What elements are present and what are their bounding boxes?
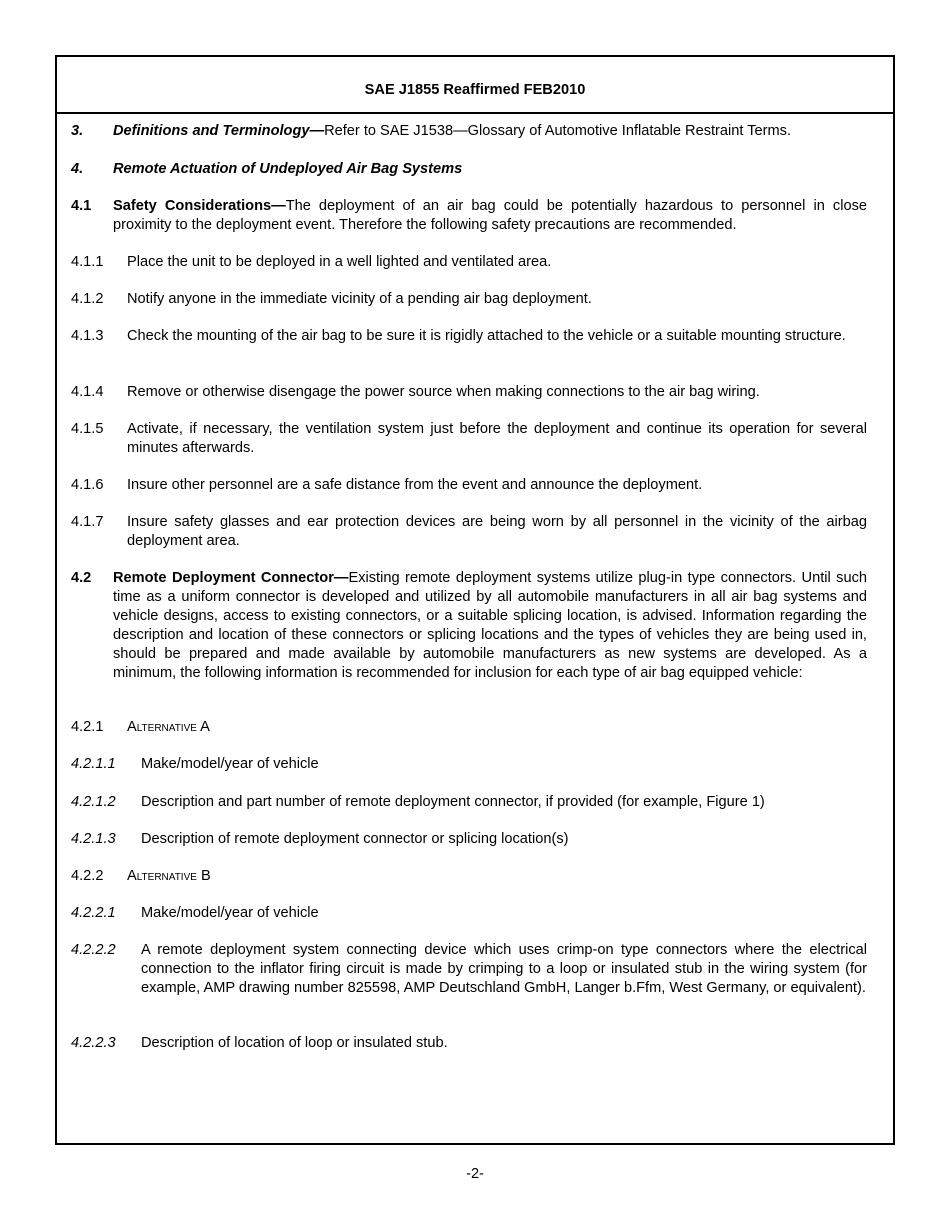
section-text: Refer to SAE J1538—Glossary of Automotive Inflatable Restraint Terms.	[324, 123, 792, 139]
section-text: A remote deployment system connecting device which uses crimp-on type connectors where the electrical connection to the inflator firing circuit is made by crimping to a loop or insulated stub in the wiring system (for example, AMP drawing number 825598, AMP Deutschland GmbH, Langer b.Ffm, West Germany, or equivalent).	[141, 942, 867, 996]
section-4-2-1	[71, 718, 867, 737]
section-3	[71, 122, 867, 141]
section-number: 4.2	[71, 570, 92, 586]
section-4-2-2-1	[71, 904, 867, 923]
section-4-1-7	[71, 513, 867, 551]
section-text: Make/model/year of vehicle	[141, 905, 319, 921]
section-4-2-2-3	[71, 1034, 867, 1053]
section-number: 4.1.1	[71, 254, 104, 270]
section-number: 4.2.1	[71, 719, 104, 735]
section-4	[71, 160, 867, 179]
section-number: 4.1.7	[71, 514, 104, 530]
section-text: Check the mounting of the air bag to be sure it is rigidly attached to the vehicle or a suitable mounting structure.	[127, 328, 846, 344]
section-text: Description of remote deployment connector or splicing location(s)	[141, 831, 569, 847]
section-4-2-1-2	[71, 793, 867, 812]
section-number: 4.2.2.3	[71, 1035, 116, 1051]
section-number: 4.1.4	[71, 384, 104, 400]
section-4-1-4	[71, 383, 867, 402]
section-number: 4.	[71, 161, 84, 177]
section-title: Definitions and Terminology—	[113, 123, 325, 139]
section-text: Description of location of loop or insulated stub.	[141, 1035, 448, 1051]
section-text: Activate, if necessary, the ventilation system just before the deployment and continue its operation for several minutes afterwards.	[127, 421, 867, 456]
section-4-1	[71, 197, 867, 235]
section-text: Make/model/year of vehicle	[141, 756, 319, 772]
section-number: 3.	[71, 123, 84, 139]
section-text: The deployment of an air bag could be potentially hazardous to personnel in close proximity to the deployment event. Therefore the following safety precautions are recommended.	[113, 198, 867, 233]
section-number: 4.2.2.1	[71, 905, 116, 921]
section-text: Insure safety glasses and ear protection devices are being worn by all personnel in the vicinity of the airbag deployment area.	[127, 514, 867, 549]
section-number: 4.2.1.1	[71, 756, 116, 772]
section-number: 4.2.2.2	[71, 942, 116, 958]
section-4-2-2	[71, 867, 867, 886]
section-4-1-6	[71, 476, 867, 495]
section-title: Remote Deployment Connector—	[113, 570, 349, 586]
section-text: Existing remote deployment systems utilize plug-in type connectors. Until such time as a uniform connector is developed and utilized by all automobile manufacturers in all air bag systems and vehicle designs, access to existing connectors, or a suitable splicing location, is advised. Information regarding the description and location of these connectors or splicing locations and the types of vehicles they are being used in, should be prepared and made available by automobile manufacturers as new systems are developed. As a minimum, the following information is recommended for inclusion for each type of air bag equipped vehicle:	[113, 570, 867, 681]
section-4-1-1	[71, 253, 867, 272]
section-4-2-2-2	[71, 941, 867, 998]
document-header: SAE J1855 Reaffirmed FEB2010	[57, 57, 893, 114]
section-number: 4.1.6	[71, 477, 104, 493]
section-text: Place the unit to be deployed in a well lighted and ventilated area.	[127, 254, 552, 270]
section-number: 4.1.5	[71, 421, 104, 437]
section-title: Remote Actuation of Undeployed Air Bag Systems	[113, 161, 463, 177]
section-4-1-3	[71, 327, 867, 346]
section-number: 4.2.1.3	[71, 831, 116, 847]
section-number: 4.1	[71, 198, 92, 214]
section-text: Insure other personnel are a safe distance from the event and announce the deployment.	[127, 477, 703, 493]
section-4-1-2	[71, 290, 867, 309]
section-title: Safety Considerations—	[113, 198, 286, 214]
section-number: 4.1.2	[71, 291, 104, 307]
section-number: 4.1.3	[71, 328, 104, 344]
section-text: Remove or otherwise disengage the power source when making connections to the air bag wiring.	[127, 384, 760, 400]
page-frame	[55, 55, 895, 1145]
section-text: Description and part number of remote deployment connector, if provided (for example, Figure 1)	[141, 794, 765, 810]
section-4-2	[71, 569, 867, 683]
section-number: 4.2.2	[71, 868, 104, 884]
section-heading: Alternative B	[127, 868, 211, 884]
section-heading: Alternative A	[127, 719, 210, 735]
section-4-1-5	[71, 420, 867, 458]
section-4-2-1-3	[71, 830, 867, 849]
section-4-2-1-1	[71, 755, 867, 774]
page-number: -2-	[466, 1166, 484, 1182]
section-text: Notify anyone in the immediate vicinity of a pending air bag deployment.	[127, 291, 592, 307]
section-number: 4.2.1.2	[71, 794, 116, 810]
